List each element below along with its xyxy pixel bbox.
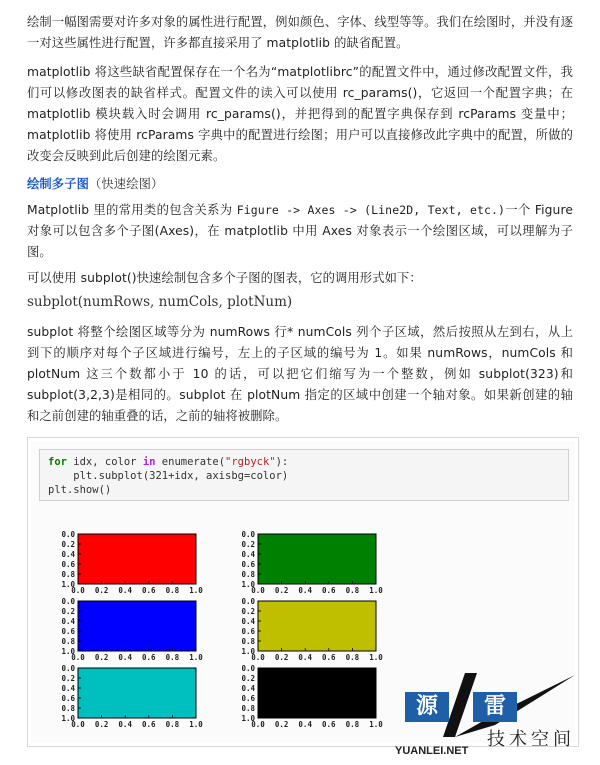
y-tick-label: 0.4 [61,617,75,626]
y-tick-label: 0.4 [61,684,75,693]
y-tick-label: 0.2 [61,607,75,616]
class-hierarchy-paragraph [27,200,573,263]
x-tick-label: 0.4 [298,586,312,595]
subplot-intro-paragraph: 可以使用 subplot()快速绘制包含多个子图的图表，它的调用形式如下： [27,271,422,285]
y-tick-label: 0.2 [61,674,75,683]
heading-link[interactable]: 绘制多子图 [27,177,89,191]
y-tick-label: 0.0 [241,530,255,539]
subplot-panel-2 [258,534,376,584]
class-hierarchy-explanation: 一个 Figure 对象可以包含多个子图(Axes)，在 matplotlib 中用 Axes 对象表示一个绘图区域，可以理解为子图。 [27,203,573,259]
y-tick-label: 1.0 [241,647,255,656]
y-tick-label: 1.0 [61,714,75,723]
code-text: idx, color [66,456,143,468]
x-tick-label: 1.0 [369,586,383,595]
code-text: ): [275,456,289,468]
subplots-chart [48,526,403,746]
code-line-2: plt.subplot(321+idx, axisbg=color) [48,470,289,482]
heading-note: （快速绘图） [89,177,164,191]
y-tick-label: 0.6 [241,560,255,569]
x-tick-label: 0.6 [322,720,336,729]
y-tick-label: 0.6 [61,627,75,636]
subplot-panel-5 [78,668,196,718]
y-tick-label: 0.0 [61,530,75,539]
x-tick-label: 0.4 [298,653,312,662]
x-tick-label: 0.6 [142,720,156,729]
subplot-explanation-paragraph: subplot 将整个绘图区域等分为 numRows 行* numCols 列个子区域，然后按照从左到右，从上到下的顺序对每个子区域进行编号，左上的子区域的编号为 1。如果 numRows，numCols 和 plotNum 这三个数都小于 10 的话，可以把它们缩写为一个整数，例如 subplot(323)和 subplot(3,2,3)是相同的。subplot 在 plotNum 指定的区域中创建一个轴对象。如果新创建的轴和之前创建的轴重叠的话，之前的轴将被删除。 [27,325,573,423]
logo-url: YUANLEI.NET [395,745,469,757]
y-tick-label: 0.2 [241,607,255,616]
y-tick-label: 0.2 [61,540,75,549]
logo-char-2: 雷 [473,692,517,722]
y-tick-label: 0.6 [61,694,75,703]
y-tick-label: 1.0 [241,580,255,589]
y-tick-label: 0.0 [241,597,255,606]
intro-paragraph: 绘制一幅图需要对许多对象的属性进行配置，例如颜色、字体、线型等等。我们在绘图时，并没有逐一对这些属性进行配置，许多都直接采用了 matplotlib 的缺省配置。 [27,15,573,50]
y-tick-label: 1.0 [61,580,75,589]
subplot-signature: subplot(numRows, numCols, plotNum) [27,294,293,310]
code-string: "rgbyck" [225,456,276,468]
class-hierarchy-text: Matplotlib 里的常用类的包含关系为 [27,203,233,217]
x-tick-label: 0.6 [142,653,156,662]
logo-subtitle: 技术空间 [487,729,575,750]
x-tick-label: 1.0 [369,720,383,729]
x-tick-label: 0.0 [251,586,265,595]
site-logo [395,665,595,765]
y-tick-label: 0.4 [241,550,255,559]
x-tick-label: 0.0 [71,653,85,662]
x-tick-label: 0.0 [251,653,265,662]
x-tick-label: 0.4 [118,720,132,729]
subplot-panel-3 [78,601,196,651]
config-paragraph: matplotlib 将这些缺省配置保存在一个名为“matplotlibrc”的配置文件中，通过修改配置文件，我们可以修改图表的缺省样式。配置文件的读入可以使用 rc_params()，它返回一个配置字典；在 matplotlib 模块载入时会调用 rc_params()，并把得到的配置字典保存到 rcParams 变量中；matplotlib 将使用 rcParams 字典中的配置进行绘图；用户可以直接修改此字典中的配置，所做的改变会反映到此后创建的绘图元素。 [27,65,573,163]
x-tick-label: 0.6 [142,586,156,595]
x-tick-label: 1.0 [189,586,203,595]
y-tick-label: 1.0 [241,714,255,723]
y-tick-label: 0.8 [61,704,75,713]
y-tick-label: 0.2 [241,540,255,549]
subplot-panel-4 [258,601,376,651]
x-tick-label: 0.8 [345,653,360,662]
x-tick-label: 0.2 [274,586,289,595]
x-tick-label: 0.8 [165,653,180,662]
code-keyword-for: for [48,456,67,468]
class-hierarchy-code: Figure -> Axes -> (Line2D, Text, etc.) [236,203,506,217]
section-heading [27,174,573,195]
y-tick-label: 1.0 [61,647,75,656]
x-tick-label: 0.0 [71,720,85,729]
code-text: enumerate( [155,456,226,468]
x-tick-label: 0.2 [274,720,289,729]
x-tick-label: 0.2 [94,586,109,595]
x-tick-label: 0.8 [165,720,180,729]
y-tick-label: 0.8 [61,570,75,579]
y-tick-label: 0.6 [241,627,255,636]
x-tick-label: 1.0 [189,720,203,729]
x-tick-label: 0.8 [345,586,360,595]
x-tick-label: 0.2 [94,720,109,729]
y-tick-label: 0.8 [241,637,255,646]
x-tick-label: 0.0 [71,586,85,595]
subplot-panel-6 [258,668,376,718]
x-tick-label: 0.8 [165,586,180,595]
y-tick-label: 0.4 [241,684,255,693]
y-tick-label: 0.0 [61,664,75,673]
y-tick-label: 0.8 [241,704,255,713]
x-tick-label: 1.0 [369,653,383,662]
x-tick-label: 0.4 [298,720,312,729]
x-tick-label: 0.4 [118,653,132,662]
code-cell[interactable] [39,449,569,501]
y-tick-label: 0.6 [61,560,75,569]
y-tick-label: 0.6 [241,694,255,703]
code-keyword-in: in [142,456,156,468]
x-tick-label: 1.0 [189,653,203,662]
subplot-panel-1 [78,534,196,584]
x-tick-label: 0.8 [345,720,360,729]
y-tick-label: 0.4 [61,550,75,559]
y-tick-label: 0.0 [61,597,75,606]
y-tick-label: 0.8 [241,570,255,579]
x-tick-label: 0.4 [118,586,132,595]
x-tick-label: 0.6 [322,653,336,662]
logo-char-1: 源 [405,692,449,722]
y-tick-label: 0.8 [61,637,75,646]
x-tick-label: 0.6 [322,586,336,595]
x-tick-label: 0.2 [94,653,109,662]
y-tick-label: 0.4 [241,617,255,626]
code-line-3: plt.show() [48,484,112,496]
x-tick-label: 0.0 [251,720,265,729]
y-tick-label: 0.0 [241,664,255,673]
y-tick-label: 0.2 [241,674,255,683]
x-tick-label: 0.2 [274,653,289,662]
